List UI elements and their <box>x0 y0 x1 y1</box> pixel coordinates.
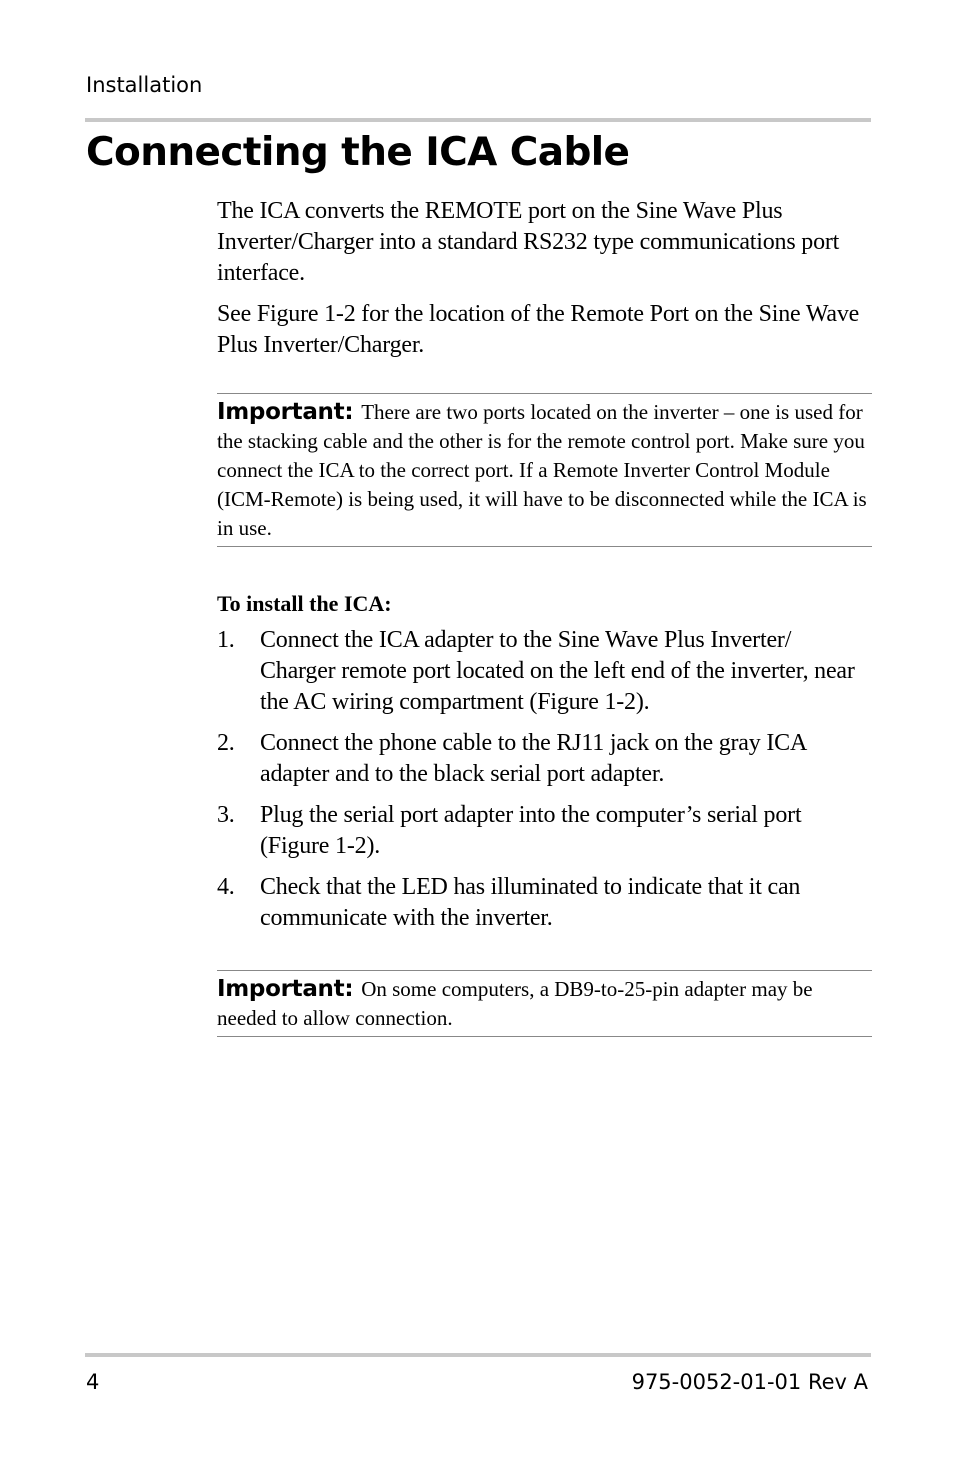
procedure-steps <box>217 625 872 934</box>
important-text: On some computers, a DB9-to-25-pin adapter may be needed to allow connection. <box>217 977 813 1030</box>
procedure-title: To install the ICA: <box>217 591 392 616</box>
page-number: 4 <box>86 1370 100 1394</box>
step-number: 2. <box>217 730 235 756</box>
header-rule <box>85 118 871 122</box>
step-text: Connect the ICA adapter to the Sine Wave Plus Inverter/ Charger remote port located on the left end of the inverter, near the AC wiring compartment (Figure 1-2). <box>260 627 855 715</box>
step-4 <box>217 872 872 934</box>
important-note-adapter <box>217 970 872 1037</box>
step-number: 1. <box>217 627 235 653</box>
page-title: Connecting the ICA Cable <box>86 130 630 175</box>
important-label: Important: <box>217 976 354 1002</box>
figure-reference-paragraph: See Figure 1-2 for the location of the Remote Port on the Sine Wave Plus Inverter/Charger. <box>217 301 860 358</box>
step-text: Check that the LED has illuminated to indicate that it can communicate with the inverter. <box>260 874 801 931</box>
important-label: Important: <box>217 399 354 425</box>
footer-rule <box>85 1353 871 1357</box>
step-text: Connect the phone cable to the RJ11 jack on the gray ICA adapter and to the black serial port adapter. <box>260 730 806 787</box>
step-1 <box>217 625 872 718</box>
main-content <box>217 196 872 1037</box>
important-note <box>217 393 872 547</box>
step-2 <box>217 728 872 790</box>
document-number: 975-0052-01-01 Rev A <box>631 1370 868 1394</box>
step-number: 3. <box>217 802 235 828</box>
intro-paragraph: The ICA converts the REMOTE port on the Sine Wave Plus Inverter/Charger into a standard RS232 type communications port interface. <box>217 198 840 286</box>
running-header: Installation <box>86 73 203 97</box>
important-text: There are two ports located on the inverter – one is used for the stacking cable and the other is for the remote control port. Make sure you connect the ICA to the correct port. If a Remote Inverter Control Module (ICM-Remote) is being used, it will have to be disconnected while the ICA is in use. <box>217 400 867 540</box>
step-text: Plug the serial port adapter into the computer’s serial port (Figure 1-2). <box>260 802 802 859</box>
step-3 <box>217 800 872 862</box>
step-number: 4. <box>217 874 235 900</box>
